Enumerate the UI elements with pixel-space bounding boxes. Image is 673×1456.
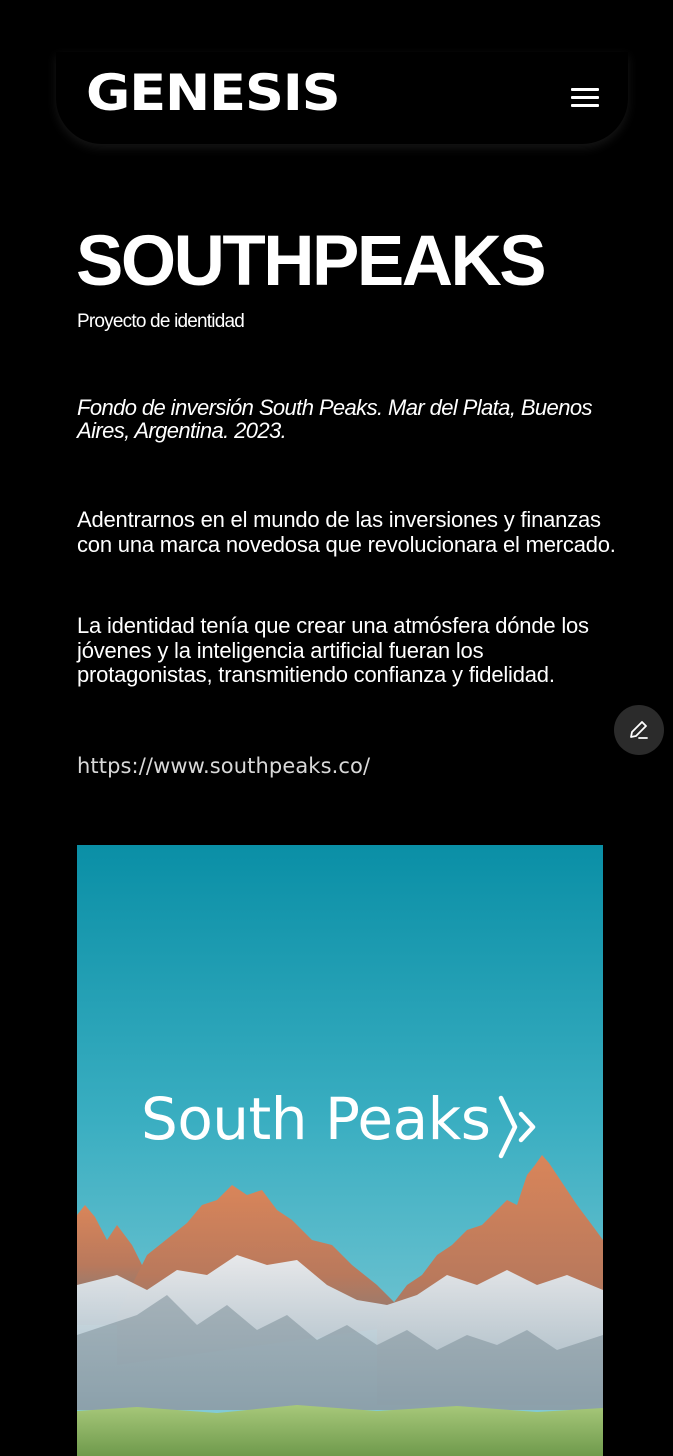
pencil-icon bbox=[627, 718, 651, 742]
site-logo[interactable]: GENESIS bbox=[86, 64, 340, 122]
project-paragraph-1: Adentrarnos en el mundo de las inversiones y finanzas con una marca novedosa que revolucionara el mercado. bbox=[77, 507, 616, 557]
project-link[interactable]: https://www.southpeaks.co/ bbox=[77, 754, 371, 778]
site-header bbox=[56, 52, 628, 144]
chevron-logo-icon bbox=[497, 1092, 539, 1162]
hamburger-menu-icon[interactable] bbox=[570, 86, 600, 110]
project-title: SOUTHPEAKS bbox=[76, 222, 545, 301]
edit-button[interactable] bbox=[614, 705, 664, 755]
project-subtitle: Proyecto de identidad bbox=[77, 311, 244, 332]
project-paragraph-2: La identidad tenía que crear una atmósfera dónde los jóvenes y la inteligencia artificial fueran los protagonistas, transmitiendo confianza y fidelidad. bbox=[77, 613, 589, 687]
project-intro: Fondo de inversión South Peaks. Mar del Plata, Buenos Aires, Argentina. 2023. bbox=[77, 395, 592, 443]
brand-wordmark: South Peaks bbox=[141, 1085, 491, 1153]
hero-image bbox=[77, 845, 603, 1456]
